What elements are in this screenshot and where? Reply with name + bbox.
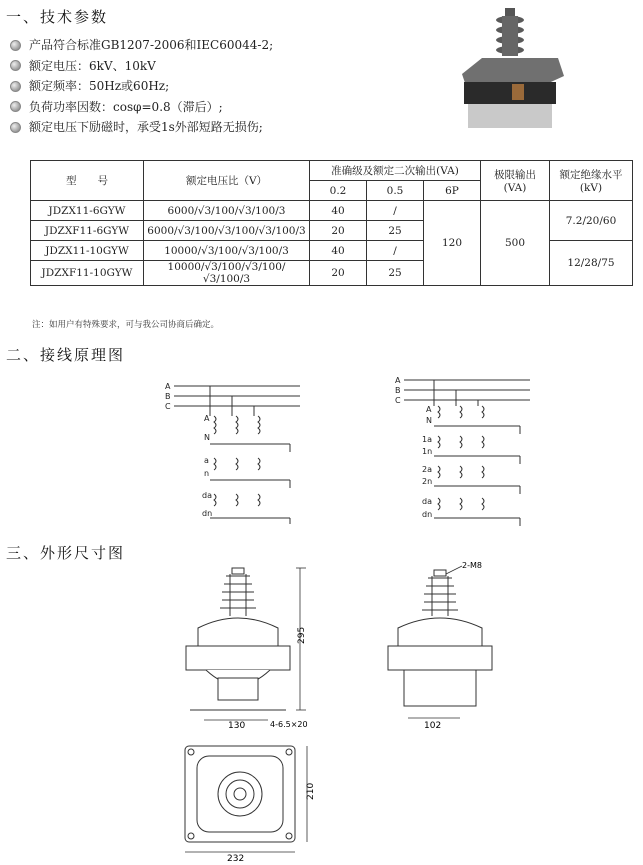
- svg-text:dn: dn: [202, 509, 213, 518]
- label-plate: [512, 84, 524, 100]
- list-item: 负荷功率因数：cosφ=0.8（滞后）;: [10, 97, 273, 118]
- list-item: 额定电压：6kV、10kV: [10, 56, 273, 77]
- svg-text:N: N: [204, 433, 210, 442]
- table-header: 0.5: [367, 181, 424, 201]
- svg-text:2-M8: 2-M8: [462, 561, 482, 570]
- top-view-drawing: [175, 740, 335, 862]
- section-title-specs: 一、技术参数: [6, 8, 109, 26]
- svg-text:232: 232: [227, 854, 245, 862]
- list-item: 额定电压下励磁时，承受1s外部短路无损伤;: [10, 117, 273, 138]
- svg-text:dn: dn: [422, 510, 433, 519]
- svg-text:C: C: [395, 396, 401, 405]
- svg-text:A: A: [204, 414, 210, 423]
- svg-text:n: n: [204, 469, 210, 478]
- insulator-sheds: [496, 8, 524, 56]
- svg-text:A: A: [395, 376, 401, 385]
- svg-text:B: B: [165, 392, 171, 401]
- table-header: 准确级及额定二次输出(VA): [310, 161, 481, 181]
- table-row: JDZXF11-6GYW 6000/√3/100/√3/100/√3/100/3 20 25: [31, 221, 633, 241]
- table-row: JDZX11-10GYW 10000/√3/100/√3/100/3 40 / 12/28/75: [31, 241, 633, 261]
- svg-text:2a: 2a: [422, 465, 432, 474]
- core-block: [464, 82, 556, 104]
- svg-text:295: 295: [297, 626, 307, 644]
- svg-text:da: da: [202, 491, 212, 500]
- svg-text:N: N: [426, 416, 432, 425]
- svg-text:1n: 1n: [422, 447, 433, 456]
- svg-text:C: C: [165, 402, 171, 411]
- svg-text:A: A: [426, 405, 432, 414]
- section-title-dimensions: 三、外形尺寸图: [6, 544, 126, 562]
- base-bracket: [468, 104, 552, 128]
- wiring-diagram-left: [160, 376, 320, 526]
- svg-text:2n: 2n: [422, 477, 433, 486]
- table-header: 额定绝缘水平 (kV): [550, 161, 633, 201]
- table-header: 0.2: [310, 181, 367, 201]
- svg-text:130: 130: [228, 721, 246, 730]
- svg-text:B: B: [395, 386, 401, 395]
- bullet-icon: [10, 60, 21, 71]
- table-header: 额定电压比（V）: [144, 161, 310, 201]
- bullet-icon: [10, 101, 21, 112]
- svg-text:4-6.5×20: 4-6.5×20: [270, 720, 308, 729]
- svg-text:210: 210: [306, 782, 316, 800]
- bullet-icon: [10, 40, 21, 51]
- wiring-diagram-right: [390, 370, 540, 530]
- front-view-drawing: [170, 560, 330, 730]
- list-item: 额定频率：50Hz或60Hz;: [10, 76, 273, 97]
- table-header: 6P: [424, 181, 481, 201]
- bullet-icon: [10, 122, 21, 133]
- product-photo: [452, 2, 572, 150]
- svg-text:a: a: [204, 456, 209, 465]
- table-note: 注：如用户有特殊要求，可与我公司协商后确定。: [32, 320, 220, 330]
- svg-text:A: A: [165, 382, 171, 391]
- spec-table: [30, 160, 633, 286]
- spec-bullet-list: [10, 35, 273, 138]
- side-view-drawing: [380, 560, 520, 730]
- list-item: 产品符合标准GB1207-2006和IEC60044-2;: [10, 35, 273, 56]
- body-top: [462, 58, 564, 86]
- section-title-wiring: 二、接线原理图: [6, 346, 126, 364]
- table-header: 极限输出 (VA): [481, 161, 550, 201]
- svg-text:102: 102: [424, 721, 442, 730]
- table-row: JDZXF11-10GYW 10000/√3/100/√3/100/√3/100/3 20 25: [31, 261, 633, 286]
- bullet-icon: [10, 81, 21, 92]
- svg-text:1a: 1a: [422, 435, 432, 444]
- table-row: JDZX11-6GYW 6000/√3/100/√3/100/3 40 / 120 500 7.2/20/60: [31, 201, 633, 221]
- svg-text:da: da: [422, 497, 432, 506]
- table-header: 型 号: [31, 161, 144, 201]
